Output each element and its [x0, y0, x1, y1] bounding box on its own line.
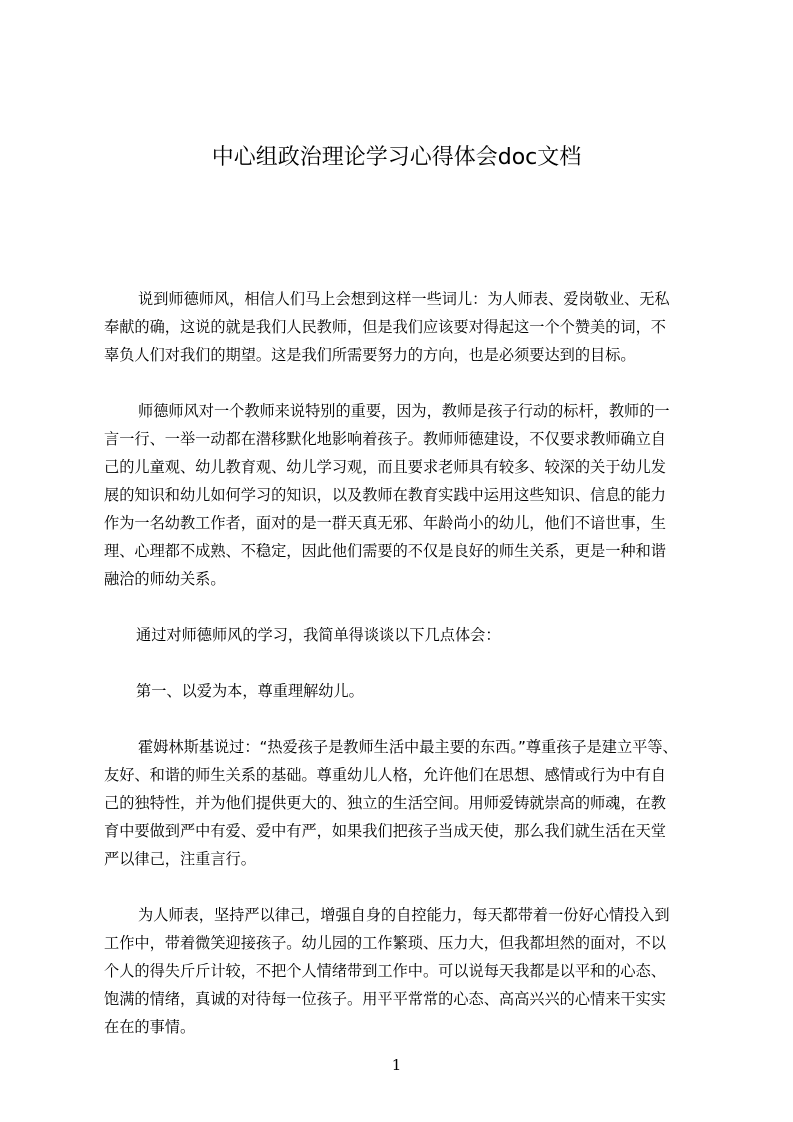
paragraph-love-and-respect	[104, 733, 704, 873]
paragraph-importance	[104, 397, 704, 593]
paragraph-line: 己的独特性，并为他们提供更大的、独立的生活空间。用师爱铸就崇高的师魂，在教	[104, 794, 666, 812]
section-heading-first-point	[104, 677, 704, 705]
paragraph-line: 理、心理都不成熟、不稳定，因此他们需要的不仅是良好的师生关系，更是一种和谐	[104, 542, 666, 560]
paragraph-line: 展的知识和幼儿如何学习的知识，以及教师在教育实践中运用这些知识、信息的能力	[104, 486, 666, 504]
paragraph-line: 言一行、一举一动都在潜移默化地影响着孩子。教师师德建设，不仅要求教师确立自	[104, 430, 666, 448]
paragraph-line: 饱满的情绪，真诚的对待每一位孩子。用平平常常的心态、高高兴兴的心情来干实实	[104, 990, 666, 1008]
paragraph-line: 友好、和谐的师生关系的基础。尊重幼儿人格，允许他们在思想、感情或行为中有自	[104, 766, 666, 784]
paragraph-teacher-ethics-intro	[104, 285, 704, 369]
paragraph-line: 育中要做到严中有爱、爱中有严，如果我们把孩子当成天使，那么我们就生活在天堂	[104, 822, 666, 840]
document-title: 中心组政治理论学习心得体会doc文档	[211, 145, 582, 170]
paragraph-line: 第一、以爱为本，尊重理解幼儿。	[136, 682, 364, 700]
paragraph-line: 师德师风对一个教师来说特别的重要，因为，教师是孩子行动的标杆，教师的一	[138, 402, 670, 420]
paragraph-line: 奉献的确，这说的就是我们人民教师，但是我们应该要对得起这一个个赞美的词，不	[104, 318, 666, 336]
paragraph-line: 个人的得失斤斤计较，不把个人情绪带到工作中。可以说每天我都是以平和的心态、	[104, 962, 666, 980]
paragraph-study-points-intro	[104, 621, 704, 649]
paragraph-line: 融洽的师幼关系。	[104, 570, 226, 588]
paragraph-line: 在在的事情。	[104, 1018, 196, 1036]
paragraph-line: 工作中，带着微笑迎接孩子。幼儿园的工作繁琐、压力大，但我都坦然的面对，不以	[104, 934, 666, 952]
paragraph-line: 为人师表，坚持严以律己，增强自身的自控能力，每天都带着一份好心情投入到	[138, 906, 670, 924]
document-body	[104, 285, 704, 1069]
paragraph-line: 严以律己，注重言行。	[104, 850, 256, 868]
paragraph-role-model	[104, 901, 704, 1041]
paragraph-line: 己的儿童观、幼儿教育观、幼儿学习观，而且要求老师具有较多、较深的关于幼儿发	[104, 458, 666, 476]
paragraph-line: 霍姆林斯基说过：“热爱孩子是教师生活中最主要的东西。”尊重孩子是建立平等、	[138, 738, 678, 756]
paragraph-line: 作为一名幼教工作者，面对的是一群天真无邪、年龄尚小的幼儿，他们不谙世事，生	[104, 514, 666, 532]
paragraph-line: 说到师德师风，相信人们马上会想到这样一些词儿：为人师表、爱岗敬业、无私	[138, 290, 670, 308]
paragraph-line: 辜负人们对我们的期望。这是我们所需要努力的方向，也是必须要达到的目标。	[104, 346, 636, 364]
page-number: 1	[391, 1056, 402, 1074]
paragraph-line: 通过对师德师风的学习，我简单得谈谈以下几点体会：	[136, 626, 501, 644]
